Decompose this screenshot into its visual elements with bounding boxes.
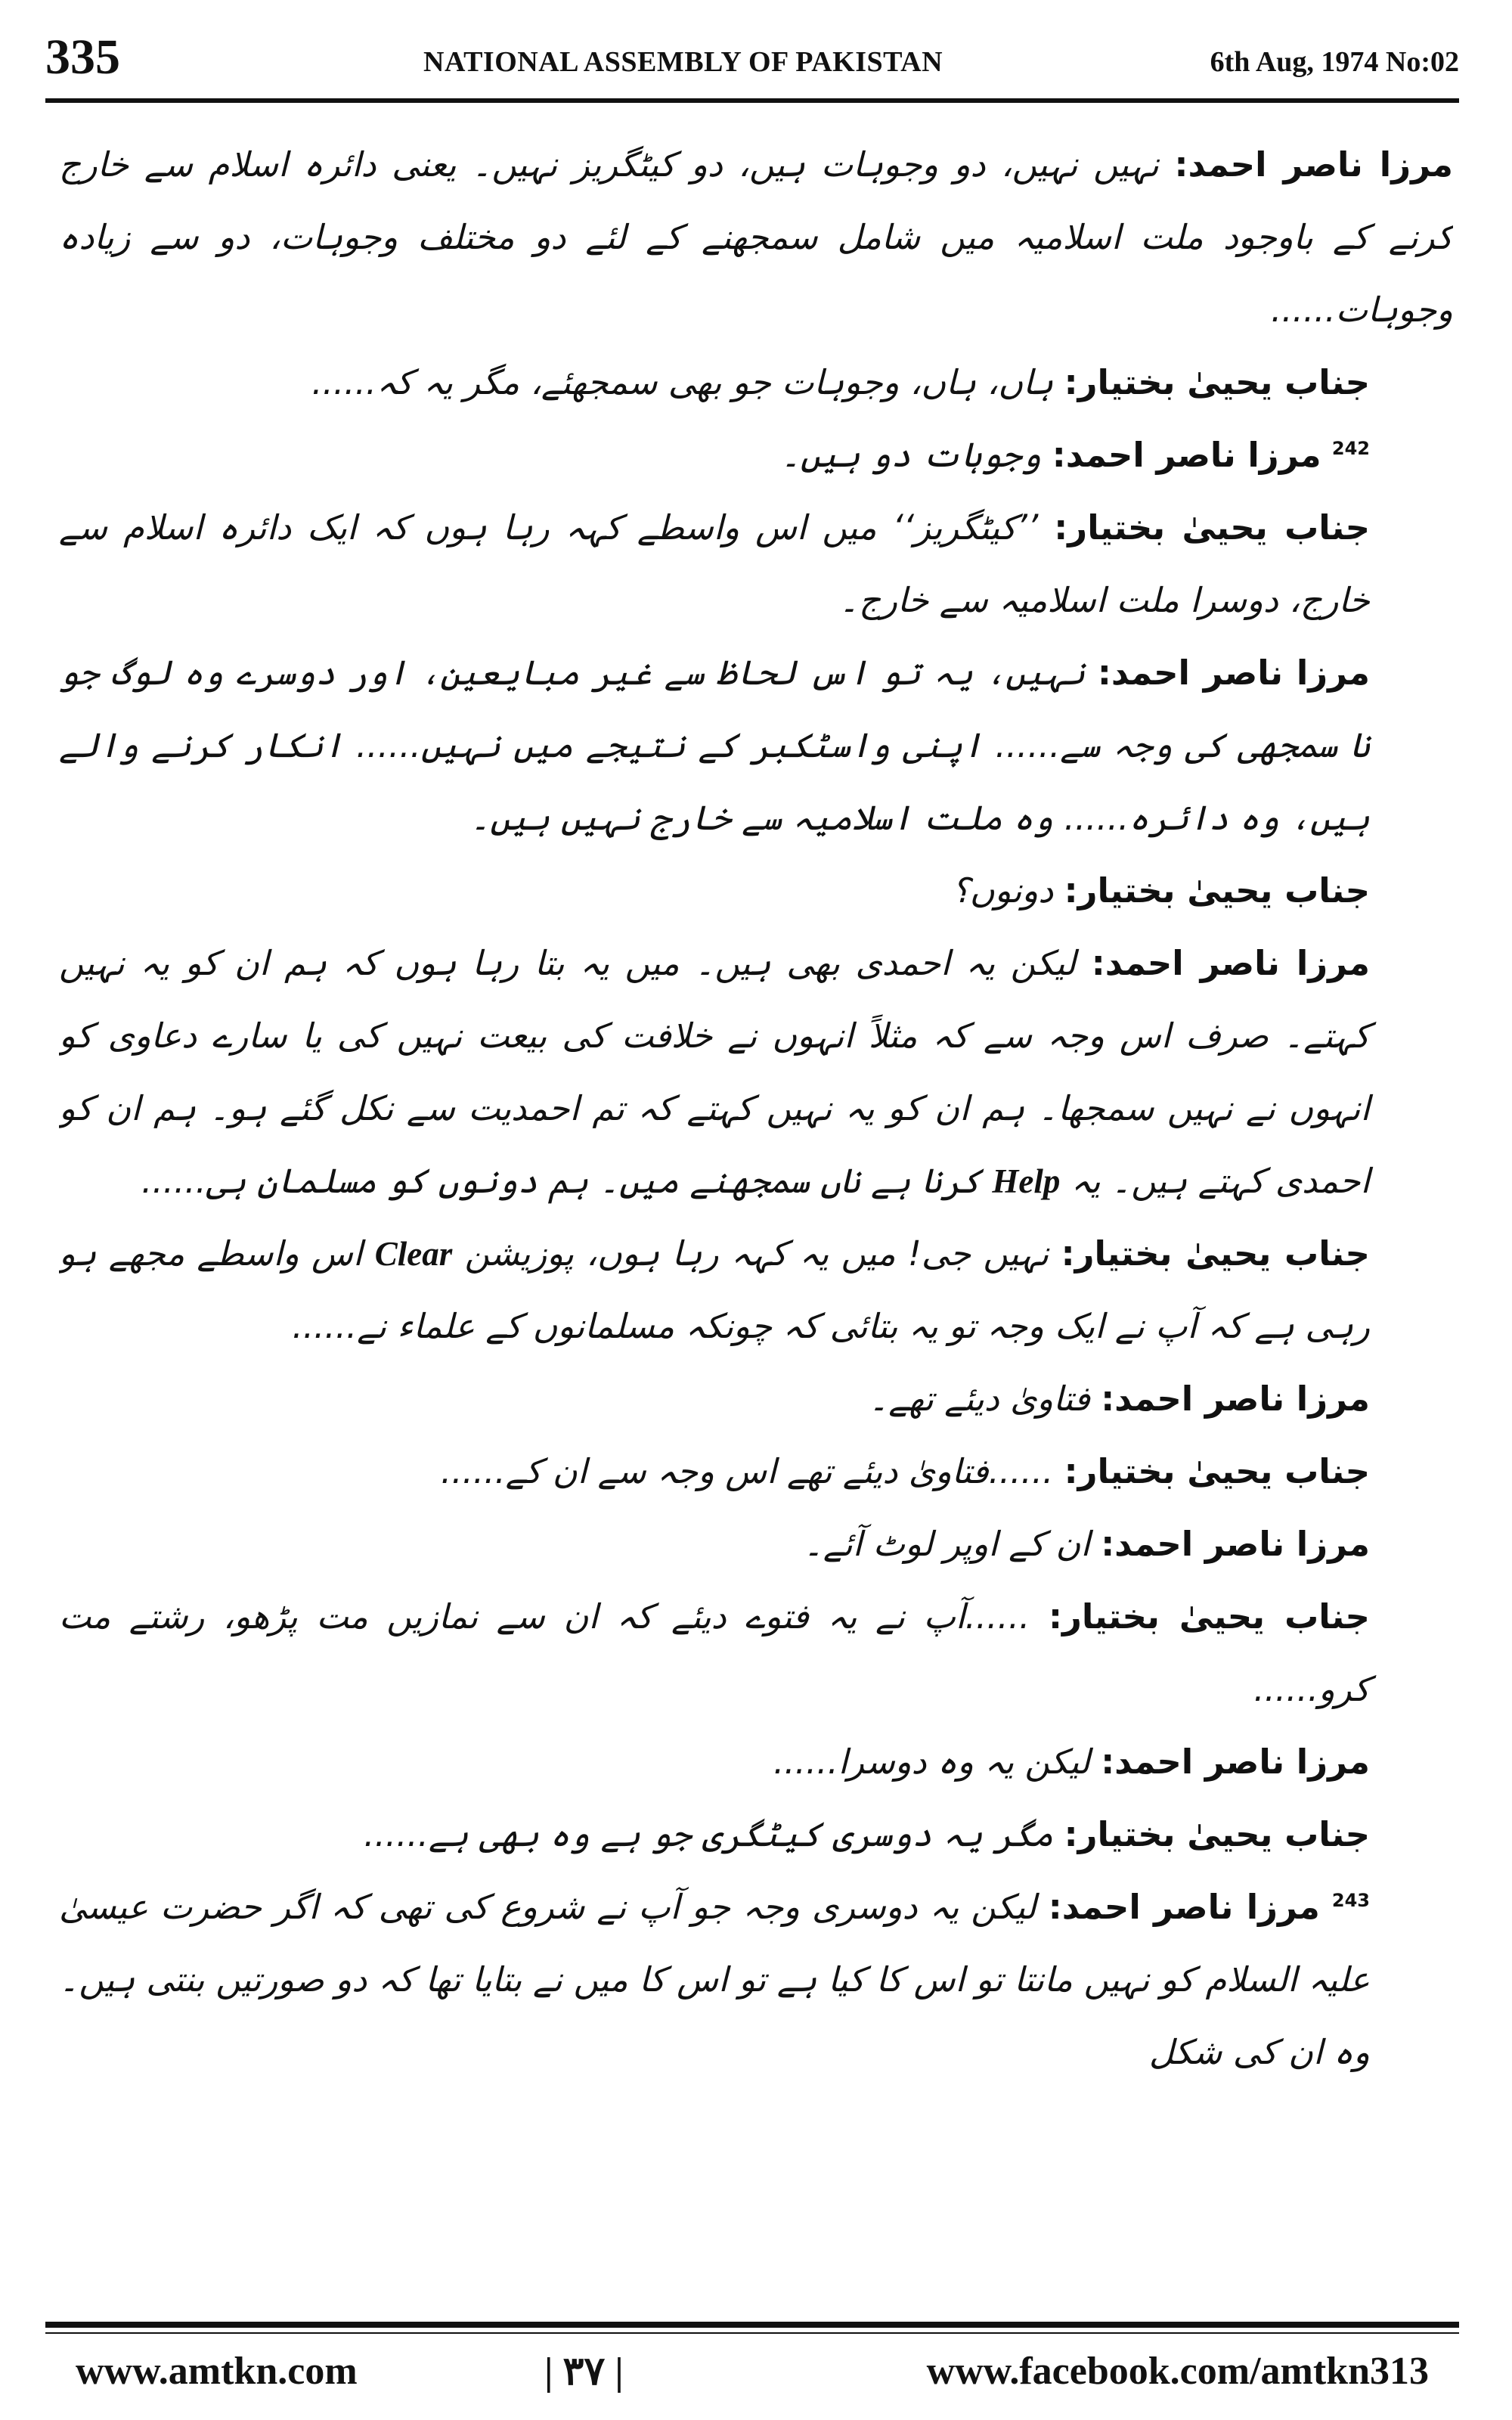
speaker-name: جناب یحییٰ بختیار: [1064, 362, 1370, 402]
transcript-paragraph [59, 1581, 1453, 1726]
speech-text: نہیں جی! میں یہ کہہ رہا ہوں، پوزیشن [464, 1233, 1049, 1274]
speaker-name: جناب یحییٰ بختیار: [1054, 507, 1371, 548]
transcript-paragraph [59, 1726, 1453, 1798]
page-footer [45, 2344, 1459, 2405]
footer-rule [45, 2322, 1459, 2328]
transcript-paragraph [59, 1435, 1453, 1508]
speech-text: ان کے اوپر لوٹ آئے۔ [803, 1524, 1090, 1564]
speaker-name: مرزا ناصر احمد: [1174, 144, 1453, 185]
speaker-name: جناب یحییٰ بختیار: [1048, 1596, 1370, 1637]
page-header [45, 23, 1459, 103]
speech-text: وجوہات دو ہیں۔ [780, 435, 1042, 475]
speech-text: دونوں؟ [951, 870, 1054, 911]
latin-term: Clear [374, 1235, 453, 1273]
transcript-paragraph [59, 1871, 1453, 2089]
footnote-marker: 242 [1331, 438, 1370, 459]
speaker-name: جناب یحییٰ بختیار: [1061, 1233, 1370, 1274]
speaker-name: جناب یحییٰ بختیار: [1064, 870, 1370, 911]
speech-text: ’’کیٹگریز‘‘ میں اس واسطے کہہ رہا ہوں کہ ایک دائرہ اسلام سے خارج، دوسرا ملت اسلامیہ سے خارج۔ [59, 507, 1370, 620]
speech-text: نہیں نہیں، دو وجوہات ہیں، دو کیٹگریز نہیں۔ یعنی دائرہ اسلام سے خارج کرنے کے باوجود ملت اسلامیہ میں شامل سمجھنے کے لئے دو مختلف وجوہات، دو سے زیادہ وجوہات...... [59, 144, 1453, 330]
speech-text-continued: کرنا ہے ناں سمجھنے میں۔ ہم دونوں کو مسلمان ہی...... [141, 1161, 982, 1201]
header-date: 6th Aug, 1974 No:02 [1210, 46, 1459, 78]
transcript-paragraph [59, 1218, 1453, 1363]
speech-text: لیکن یہ احمدی بھی ہیں۔ میں یہ بتا رہا ہوں کہ ہم ان کو یہ نہیں کہتے۔ صرف اس وجہ سے کہ مثلاً انہوں نے خلافت کی بیعت نہیں کی یا سارے دعاوی کو انہوں نے نہیں سمجھا۔ ہم ان کو یہ نہیں کہتے کہ تم احمدیت سے نکل گئے ہو۔ ہم ان کو احمدی کہتے ہیں۔ یہ [59, 943, 1370, 1201]
latin-term: Help [992, 1162, 1061, 1200]
transcript-paragraph [59, 346, 1453, 419]
speaker-name: مرزا ناصر احمد: [1091, 943, 1370, 983]
transcript-paragraph [59, 1508, 1453, 1581]
speech-text: ہاں، ہاں، وجوہات جو بھی سمجھئے، مگر یہ کہ...... [311, 362, 1054, 402]
footnote-marker: 243 [1331, 1890, 1370, 1911]
speaker-name: مرزا ناصر احمد: [1097, 653, 1371, 693]
footer-page-number: | ۳۷ | [544, 2350, 624, 2394]
transcript-body [59, 129, 1453, 2291]
speech-text-continued: اس واسطے مجھے ہو رہی ہے کہ آپ نے ایک وجہ تو یہ بتائی کہ چونکہ مسلمانوں کے علماء نے...... [59, 1233, 1370, 1346]
website-link[interactable]: www.amtkn.com [76, 2350, 358, 2393]
transcript-paragraph [59, 1798, 1453, 1871]
page-number: 335 [45, 29, 120, 85]
speech-text: فتاویٰ دیئے تھے۔ [869, 1379, 1090, 1419]
speaker-name: جناب یحییٰ بختیار: [1064, 1451, 1370, 1491]
transcript-paragraph [59, 419, 1453, 492]
speaker-name: جناب یحییٰ بختیار: [1064, 1814, 1370, 1854]
transcript-paragraph [59, 1363, 1453, 1435]
speaker-name: مرزا ناصر احمد: [1101, 1524, 1370, 1564]
speech-text: نہیں، یہ تو اس لحاظ سے غیر مبایعین، اور دوسرے وہ لوگ جو نا سمجھی کی وجہ سے...... اپنی واسٹکبر کے نتیجے میں نہیں...... انکار کرنے والے ہیں، وہ دائرہ...... وہ ملت اسلامیہ سے خارج نہیں ہیں۔ [59, 653, 1370, 838]
speech-text: ......فتاویٰ دیئے تھے اس وجہ سے ان کے...... [440, 1451, 1054, 1491]
transcript-paragraph [59, 855, 1453, 927]
speaker-name: مرزا ناصر احمد: [1052, 435, 1321, 475]
speaker-name: مرزا ناصر احمد: [1101, 1742, 1370, 1782]
speech-text: لیکن یہ دوسری وجہ جو آپ نے شروع کی تھی کہ اگر حضرت عیسیٰ علیہ السلام کو نہیں مانتا تو اس کا کیا ہے تو اس کا میں نے بتایا تھا کہ دو صورتیں بنتی ہیں۔ وہ ان کی شکل [59, 1887, 1370, 2072]
speech-text: ......آپ نے یہ فتوے دیئے کہ ان سے نمازیں مت پڑھو، رشتے مت کرو...... [59, 1596, 1370, 1709]
speaker-name: مرزا ناصر احمد: [1101, 1379, 1370, 1419]
speaker-name: مرزا ناصر احمد: [1048, 1887, 1320, 1927]
facebook-link[interactable]: www.facebook.com/amtkn313 [926, 2350, 1429, 2393]
transcript-paragraph [59, 927, 1453, 1218]
speech-text: مگر یہ دوسری کیٹگری جو ہے وہ بھی ہے...... [364, 1814, 1054, 1854]
transcript-paragraph [59, 492, 1453, 637]
footer-rule-thin [45, 2332, 1459, 2334]
speech-text: لیکن یہ وہ دوسرا...... [773, 1742, 1090, 1782]
transcript-paragraph [59, 129, 1453, 346]
header-title: NATIONAL ASSEMBLY OF PAKISTAN [423, 46, 943, 78]
transcript-paragraph [59, 637, 1453, 855]
